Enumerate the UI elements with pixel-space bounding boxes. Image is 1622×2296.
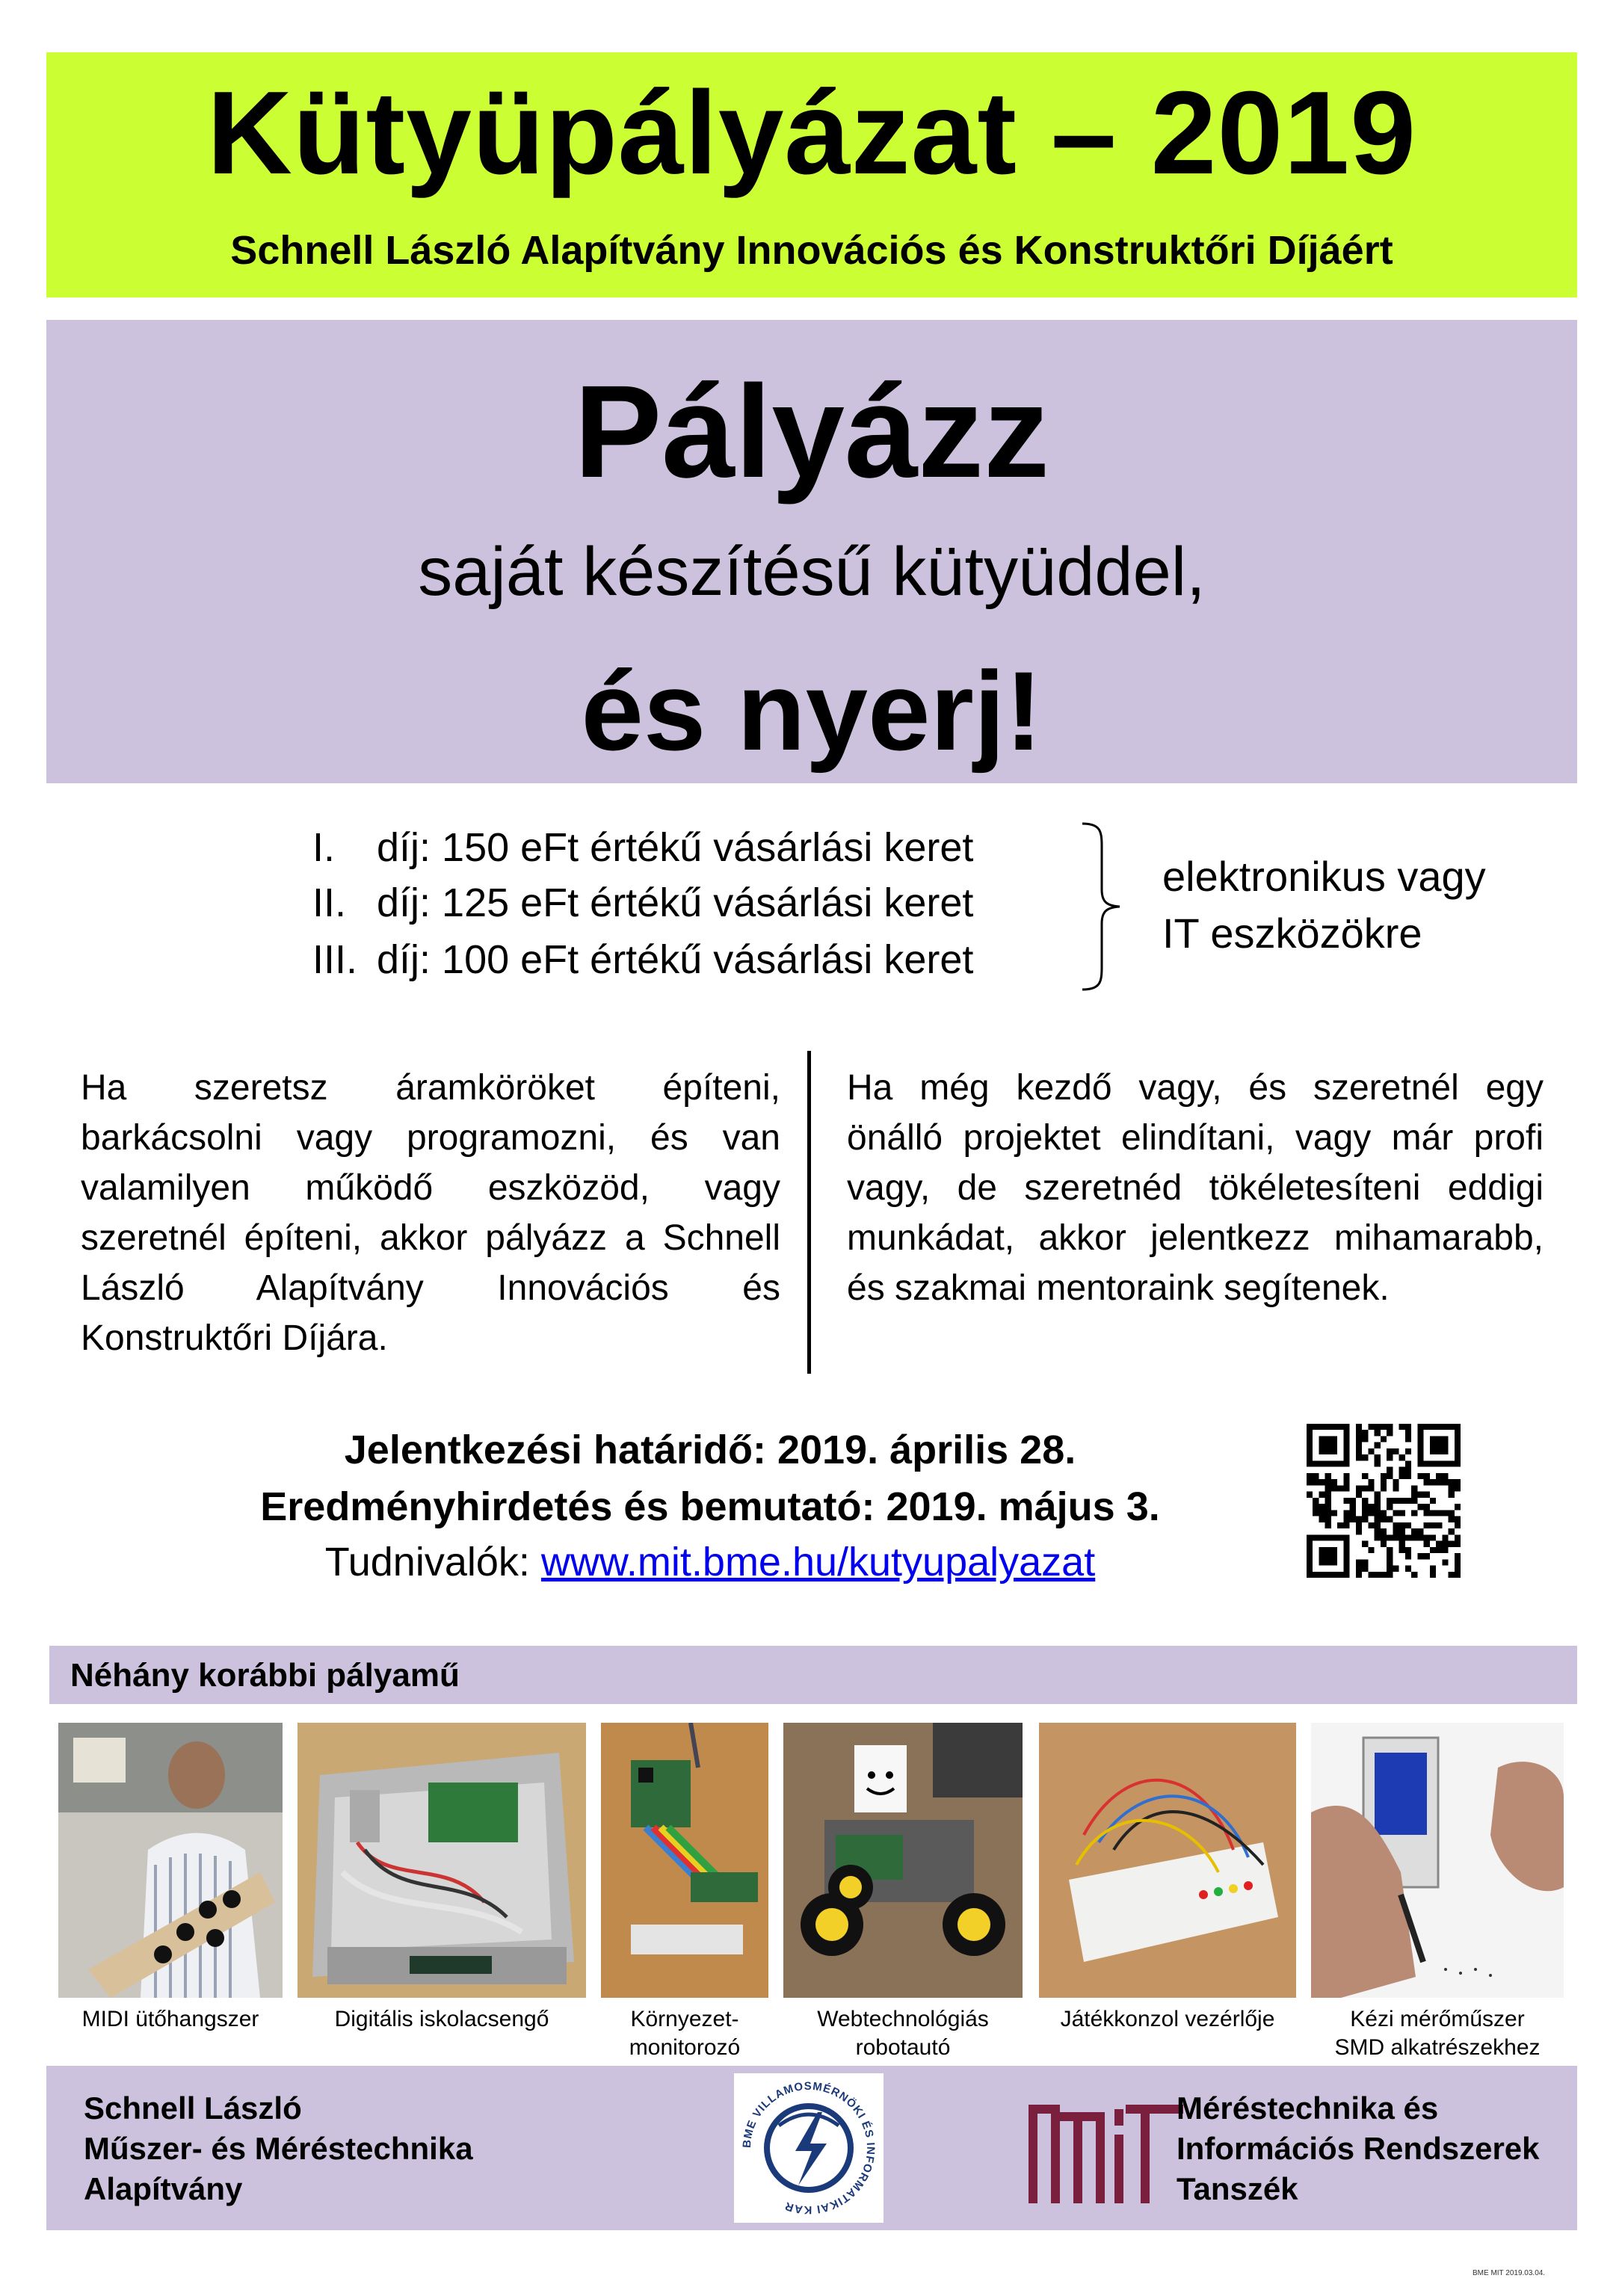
bme-logo-text: BME VILLAMOSMÉRNÖKI ÉS INFORMATIKAI KAR (740, 2079, 878, 2217)
bme-vik-logo-icon (734, 2073, 884, 2223)
results-date: Eredményhirdetés és bemutató: 2019. május 3. (260, 1484, 1160, 1529)
prize-rank: II. (312, 880, 347, 925)
info-line (112, 1534, 1308, 1590)
curly-brace (1076, 821, 1129, 993)
prize-first (312, 821, 1075, 874)
right-column-text: Ha még kezdő vagy, és szeretnél egy önálló projektet elindítani, vagy már profi vagy, de szeretnéd tökéletesíteni eddigi munkádat, akkor jelentkezz mihamarabb, és szakmai mentoraink segítenek. (847, 1068, 1544, 1308)
prize-second (312, 876, 1075, 930)
foundation-line2: Műszer- és Méréstechnika (84, 2131, 473, 2166)
mit-logo-icon (1026, 2094, 1190, 2206)
department-line2: Információs Rendszerek (1177, 2131, 1540, 2166)
caption-line: robotautó (855, 2035, 951, 2060)
version-stamp: BME MIT 2019.03.04. (1473, 2269, 1546, 2277)
prize-note-line1: elektronikus vagy (1162, 853, 1486, 900)
deadline: Jelentkezési határidő: 2019. április 28. (344, 1428, 1076, 1472)
caption-line: MIDI ütőhangszer (81, 2007, 259, 2031)
prize-third (312, 933, 1075, 987)
caption-game-controller (1039, 2005, 1296, 2034)
info-link[interactable]: www.mit.bme.hu/kutyupalyazat (540, 1540, 1096, 1584)
info-label: Tudnivalók: (324, 1540, 541, 1584)
prize-text: díj: 100 eFt értékű vásárlási keret (377, 937, 974, 982)
title-band (46, 52, 1577, 297)
headline-palyazz: Pályázz (574, 359, 1049, 505)
prize-note (1162, 848, 1566, 962)
caption-line: Környezet- (630, 2007, 739, 2031)
previous-works-title: Néhány korábbi pályamű (70, 1657, 460, 1694)
photo-digital-school-bell (297, 1723, 586, 1998)
caption-environment-monitor (601, 2005, 768, 2062)
caption-line: Játékkonzol vezérlője (1060, 2007, 1275, 2031)
photo-environment-monitor (601, 1723, 768, 1998)
prize-text: díj: 125 eFt értékű vásárlási keret (377, 880, 974, 925)
prize-rank: I. (312, 825, 336, 870)
subtitle: Schnell László Alapítvány Innovációs és Konstruktőri Díjáért (230, 228, 1393, 273)
caption-handheld-meter (1311, 2005, 1564, 2062)
caption-line: Digitális iskolacsengő (334, 2007, 549, 2031)
prize-text: díj: 150 eFt értékű vásárlási keret (377, 825, 974, 870)
caption-line: monitorozó (629, 2035, 741, 2060)
headline-sajat: saját készítésű kütyüddel, (418, 534, 1206, 610)
left-column-text: Ha szeretsz áramköröket építeni, barkácsolni vagy programozni, és van valamilyen működő eszközöd, vagy szeretnél építeni, akkor pályázz a Schnell László Alapítvány Innovációs és Konstruktőri Díjára. (81, 1068, 780, 1358)
footer-band (46, 2066, 1577, 2230)
prize-rank: III. (312, 937, 358, 982)
qr-code-icon[interactable] (1307, 1424, 1461, 1578)
photo-web-robot-car (783, 1723, 1023, 1998)
prize-note-line2: IT eszközökre (1162, 910, 1422, 957)
caption-midi (58, 2005, 283, 2034)
photo-game-controller (1039, 1723, 1296, 1998)
photo-midi-instrument (58, 1723, 283, 1998)
headline-band (46, 320, 1577, 783)
foundation-line1: Schnell László (84, 2090, 302, 2126)
column-divider (807, 1051, 811, 1374)
department-name (1177, 2088, 1580, 2209)
caption-school-bell (297, 2005, 586, 2034)
caption-robot-car (783, 2005, 1023, 2062)
previous-works-band (49, 1646, 1577, 1704)
photo-handheld-meter (1311, 1723, 1564, 1998)
caption-line: Kézi mérőműszer (1350, 2007, 1525, 2031)
main-title: Kütyüpályázat – 2019 (206, 67, 1417, 199)
headline-nyerj: és nyerj! (581, 648, 1043, 774)
caption-line: Webtechnológiás (817, 2007, 989, 2031)
foundation-name (84, 2088, 607, 2209)
department-line1: Méréstechnika és (1177, 2090, 1439, 2126)
caption-line: SMD alkatrészekhez (1334, 2035, 1541, 2060)
department-line3: Tanszék (1177, 2171, 1298, 2206)
foundation-line3: Alapítvány (84, 2171, 243, 2206)
